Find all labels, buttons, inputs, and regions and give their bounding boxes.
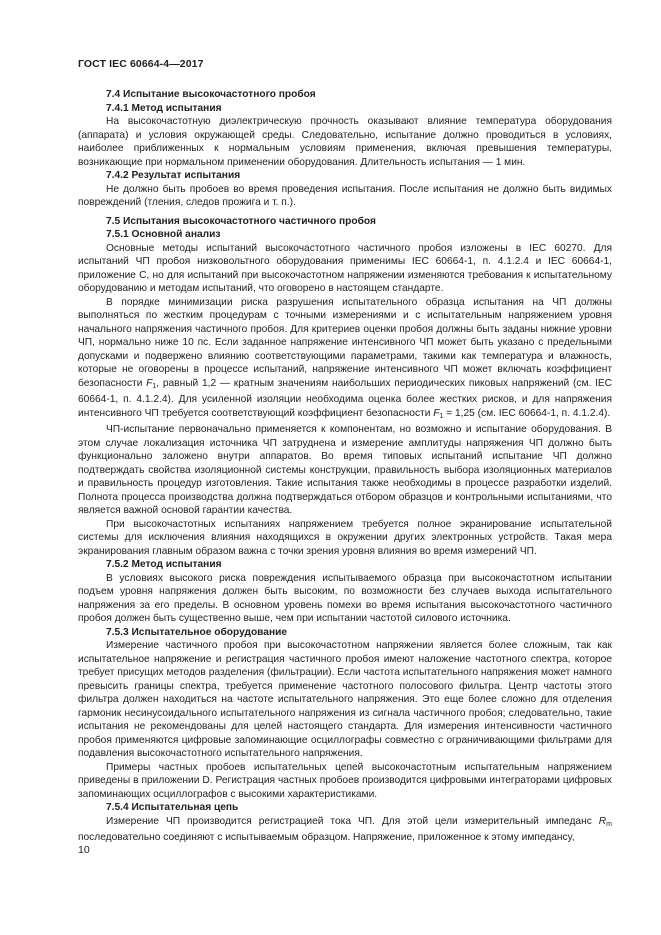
section-7-5-3-heading: 7.5.3 Испытательное оборудование	[106, 626, 288, 638]
section-7-4-heading: 7.4 Испытание высокочастотного пробоя	[106, 89, 316, 100]
safety-factor-symbol: F	[146, 377, 153, 389]
paragraph-text-part-a: Измерение ЧП производится регистрацией тока ЧП. Для этой цели измерительный импеданс	[106, 815, 599, 827]
paragraph-text-part-a: В порядке минимизации риска разрушения испытательного образца испытания на ЧП должны выполняться по жестким процедурам с точными измерениями и с испытательным напряжением уровня начального напряжения частичного пробоя. Для критериев оценки пробоя должны быть заданы нижние уровни ЧП, нормально ниже 10 пс. Если заданное напряжение интенсивного ЧП может быть указано с предельными допусками и подвержено влиянию соответствующими параметрами, такими как температура и влажность, которые не оговорены в процессе испытаний, напряжение интенсивного ЧП может включать коэффициент безопасности	[78, 296, 612, 389]
section-7-4-2-paragraph: Не должно быть пробоев во время проведения испытания. После испытания не должно быть видимых повреждений (тления, следов прожига и т. п.).	[78, 183, 612, 208]
paragraph-text-part-c: = 1,25 (см. IEC 60664-1, п. 4.1.2.4).	[443, 407, 611, 419]
section-7-5-1-paragraph-1: Основные методы испытаний высокочастотного частичного пробоя изложены в IEC 60270. Для испытаний ЧП пробоя низковольтного оборудования применимы IEC 60664-1, п. 4.1.2.4 и IEC 60664-1, приложение С, но для испытаний при высокочастотном напряжении изменяются требования к испытательному оборудованию и методам испытаний, что оговорено в настоящем стандарте.	[78, 242, 612, 294]
section-7-5-4-heading: 7.5.4 Испытательная цепь	[106, 802, 239, 813]
safety-factor-subscript-2: 1	[439, 412, 444, 420]
document-title: ГОСТ IEC 60664-4—2017	[78, 58, 204, 70]
section-7-5-3-paragraph-2: Примеры частных пробоев испытательных цепей высокочастотным испытательным напряжением приведены в приложении D. Регистрация частных пробоев производится цифровыми интеграторами цифровых запоминающих осциллографов с высокими характеристиками.	[78, 761, 612, 800]
section-7-5-2-paragraph: В условиях высокого риска повреждения испытываемого образца при высокочастотном испытании подъем уровня напряжения должен быть высоким, по возможности без случаев выхода испытательного напряжения за его пределы. В основном уровень помехи во время испытания высокочастотного частичного пробоя должен быть существенно выше, чем при испытании частотой силового источника.	[78, 572, 612, 624]
impedance-symbol: R	[598, 815, 607, 827]
section-7-5-4-paragraph	[78, 815, 612, 845]
section-7-4-1-heading: 7.4.1 Метод испытания	[106, 102, 222, 114]
paragraph-text-part-b: , равный 1,2 — кратным значениям наибольших периодических пиковых напряжений (см. IEC 60664-1, п. 4.1.2.4). Для усиленной изоляции необходима оценка более жестких рисков, и для напряжения интенсивного ЧП требуется соответствующий коэффициент безопасности	[78, 377, 612, 419]
section-7-4-1-paragraph: На высокочастотную диэлектрическую прочность оказывают влияние температура оборудования (аппарата) и условия окружающей среды. Следовательно, испытание должно проводиться в условиях, наиболее приближенных к нормальным условиям применения, включая превышения температуры, возникающие при нормальном применении оборудования. Длительность испытания — 1 мин.	[78, 116, 612, 168]
section-7-5-1-paragraph-2	[78, 296, 612, 424]
section-7-5-3-paragraph-1: Измерение частичного пробоя при высокочастотном напряжении является более сложным, так как испытательное напряжение и регистрация частичного пробоя имеют наложение частотного спектра, которое требует присущих методов разделения (фильтрации). Если частота испытательного напряжения может намного превысить границы спектра, требуется применение частотного полосового фильтра. Центр частоты этого фильтра должен находиться на частоте испытательного напряжения. Это еще более сложно для отделения гармоник несинусоидального испытательного напряжения из сигнала частичного пробоя; следовательно, такие испытания не рекомендованы для целей настоящего стандарта. Для измерения интенсивности частичного пробоя применяются цифровые запоминающие осциллографы совместно с ограничивающими фильтрами для подавления высокочастотного испытательного напряжения.	[78, 640, 612, 759]
safety-factor-subscript: 1	[152, 382, 157, 390]
section-7-5-1-paragraph-3: ЧП-испытание первоначально применяется к компонентам, но возможно и испытание оборудования. В этом случае локализация источника ЧП затруднена и измерение амплитуды напряжения ЧП должно быть функционально заложено внутри аппаратов. Во время типовых испытаний испытание ЧП должно подтверждать свойства изоляционной системы конструкции, правильность выбора изоляционных материалов и правильность процедур изготовления. Такие испытания также необходимы в процессе разработки изделий. Полнота процесса производства должна подтверждаться отбором образцов и контрольными испытаниями, что является важной основой гарантии качества.	[78, 424, 612, 516]
page-content	[78, 88, 612, 845]
section-7-5-1-paragraph-4: При высокочастотных испытаниях напряжением требуется полное экранирование испытательной системы для исключения влияния находящихся в окружении других электронных устройств. Такая мера экранирования главным образом важна с точки зрения уровня влияния во время измерений ЧП.	[78, 518, 612, 557]
impedance-subscript: m	[606, 820, 612, 828]
section-7-4-2-heading: 7.4.2 Результат испытания	[106, 170, 241, 181]
safety-factor-symbol-2: F	[433, 407, 440, 419]
section-7-5-heading: 7.5 Испытания высокочастотного частичного пробоя	[106, 215, 376, 227]
section-7-5-1-heading: 7.5.1 Основной анализ	[106, 229, 221, 240]
paragraph-text-part-b: последовательно соединяют с испытываемым образцом. Напряжение, приложенное к этому импедансу,	[78, 832, 575, 843]
section-7-5-2-heading: 7.5.2 Метод испытания	[106, 559, 222, 570]
page-number: 10	[78, 844, 90, 856]
